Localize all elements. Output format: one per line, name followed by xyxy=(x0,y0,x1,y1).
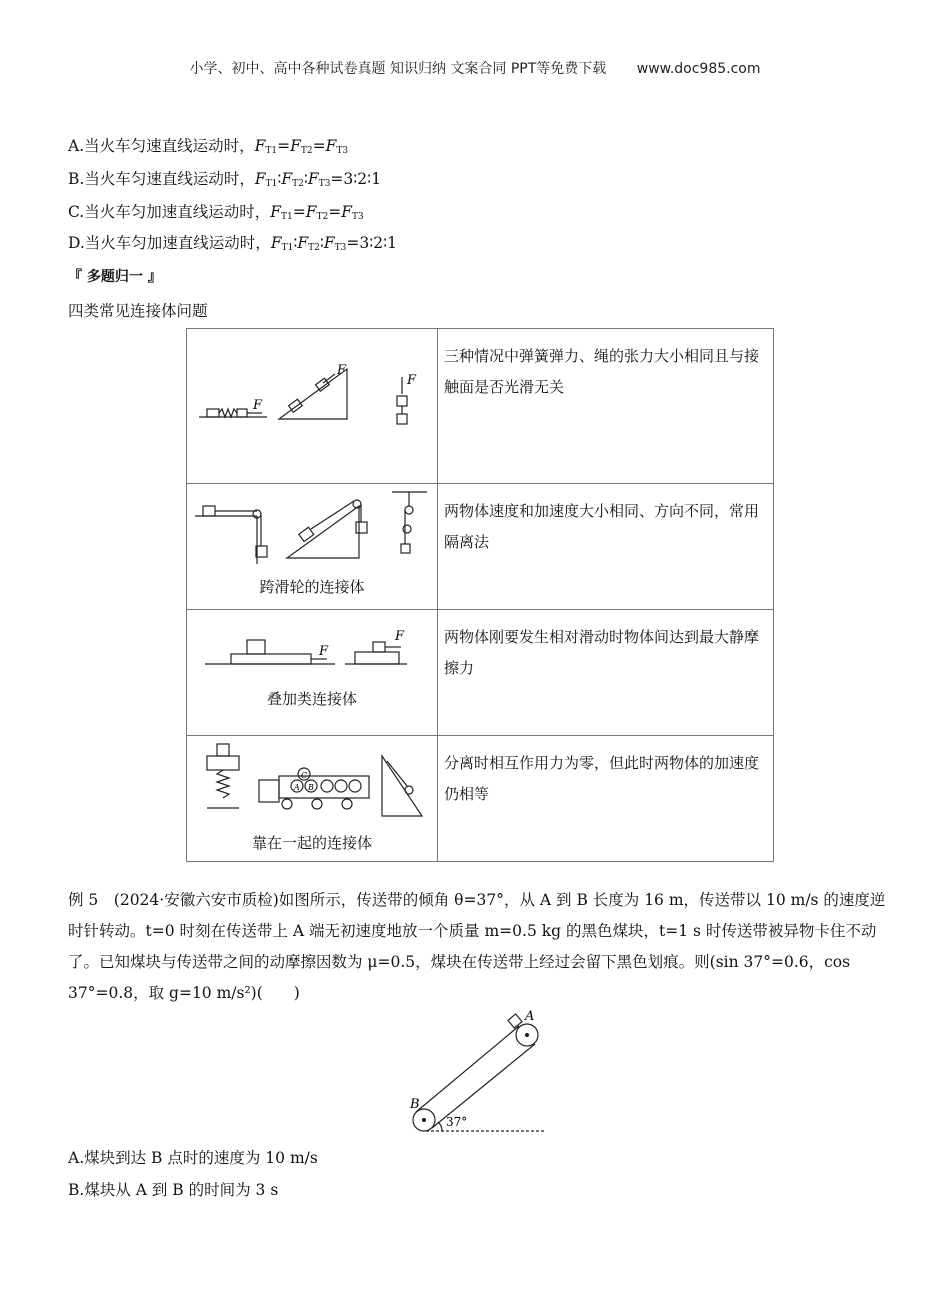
figure-caption: 靠在一起的连接体 xyxy=(251,834,372,852)
figure-cell xyxy=(187,736,438,862)
force-label: F xyxy=(253,398,263,413)
section-subtitle: 四类常见连接体问题 xyxy=(68,302,208,320)
example-option-b: B.煤块从 A 到 B 的时间为 3 s xyxy=(68,1181,279,1199)
stacked-blocks-diagram xyxy=(187,610,437,680)
figure-cell xyxy=(187,329,438,484)
option-d-formula: $F_{T1}∶F_{T2}∶F_{T3}=3∶2∶1$ xyxy=(270,234,398,253)
ball-label: A xyxy=(294,783,300,792)
table-row xyxy=(187,484,774,610)
option-d: D.当火车匀加速直线运动时，$F_{T1}∶F_{T2}∶F_{T3}=3∶2∶1$ xyxy=(68,234,398,253)
example-5-text: 例 5 (2024·安徽六安市质检)如图所示，传送带的倾角 θ=37°，从 A 到 B 长度为 16 m，传送带以 10 m/s 的速度逆时针转动。t=0 时刻在传送带上 A 端无初速度地放一个质量 m=0.5 kg 的黑色煤块，t=1 s 时传送带被异物卡住不动了。已知煤块与传送带之间的动摩擦因数为 μ=0.5，煤块在传送带上经过会留下黑色划痕。则(sin 37°=0.6，cos 37°=0.8，取 g=10 m/s²)( ) xyxy=(68,891,886,1002)
point-b-label: B xyxy=(410,1097,420,1112)
force-label: F xyxy=(319,644,329,659)
section-title: 『 多题归一 』 xyxy=(68,269,162,285)
force-label: F xyxy=(407,373,417,388)
header-text: 小学、初中、高中各种试卷真题 知识归纳 文案合同 PPT等免费下载 xyxy=(189,61,607,77)
table-row xyxy=(187,329,774,484)
option-b-formula: $F_{T1}∶F_{T2}∶F_{T3}=3∶2∶1$ xyxy=(254,170,382,189)
example-option-a: A.煤块到达 B 点时的速度为 10 m/s xyxy=(68,1149,318,1167)
table-description: 两物体刚要发生相对滑动时物体间达到最大静摩擦力 xyxy=(438,610,774,736)
table-description: 两物体速度和加速度大小相同、方向不同，常用隔离法 xyxy=(438,484,774,610)
page-header xyxy=(0,58,950,78)
figure-cell xyxy=(187,610,438,736)
ball-label: B xyxy=(308,783,314,792)
option-a: A.当火车匀速直线运动时，$F_{T1}=F_{T2}=F_{T3}$ xyxy=(68,137,349,156)
pulley-diagram xyxy=(187,484,437,574)
angle-label: 37° xyxy=(446,1115,468,1129)
table-row xyxy=(187,610,774,736)
table-row xyxy=(187,736,774,862)
option-c: C.当火车匀加速直线运动时，$F_{T1}=F_{T2}=F_{T3}$ xyxy=(68,203,364,222)
ball-label: C xyxy=(301,771,308,780)
figure-cell xyxy=(187,484,438,610)
point-a-label: A xyxy=(525,1010,535,1024)
contact-bodies-diagram xyxy=(187,736,437,826)
figure-caption: 叠加类连接体 xyxy=(266,690,357,708)
table-description: 分离时相互作用力为零，但此时两物体的加速度仍相等 xyxy=(438,736,774,862)
force-label: F xyxy=(395,629,405,644)
option-c-formula: $F_{T1}=F_{T2}=F_{T3}$ xyxy=(270,203,364,222)
table-description: 三种情况中弹簧弹力、绳的张力大小相同且与接触面是否光滑无关 xyxy=(438,329,774,484)
force-label: F xyxy=(337,363,347,378)
header-url[interactable]: www.doc985.com xyxy=(636,61,761,77)
option-a-formula: $F_{T1}=F_{T2}=F_{T3}$ xyxy=(254,137,349,156)
spring-rope-diagram xyxy=(187,329,437,479)
connected-bodies-table xyxy=(186,328,774,862)
conveyor-belt-figure xyxy=(400,1010,560,1135)
figure-caption: 跨滑轮的连接体 xyxy=(259,578,365,596)
option-b: B.当火车匀速直线运动时，$F_{T1}∶F_{T2}∶F_{T3}=3∶2∶1$ xyxy=(68,170,382,189)
